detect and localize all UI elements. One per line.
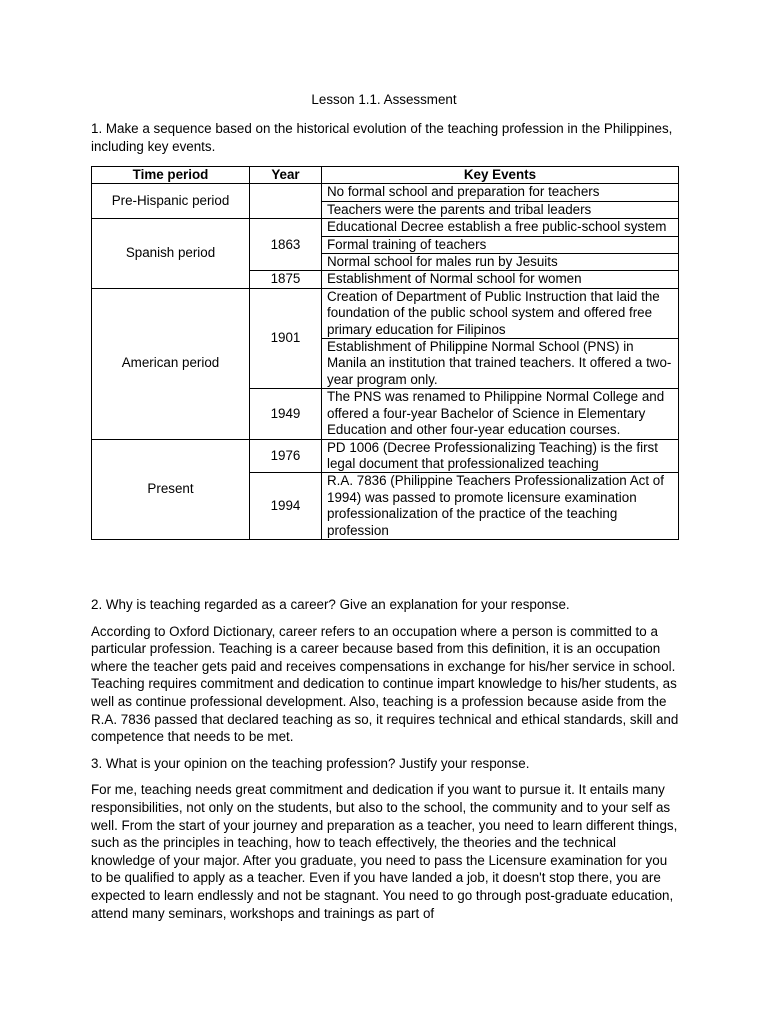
event-cell: Establishment of Normal school for women bbox=[322, 271, 679, 288]
period-cell: Pre-Hispanic period bbox=[92, 184, 250, 219]
year-cell: 1976 bbox=[250, 439, 322, 473]
event-cell: Normal school for males run by Jesuits bbox=[322, 254, 679, 271]
year-cell bbox=[250, 184, 322, 219]
header-key-events: Key Events bbox=[322, 167, 679, 184]
year-cell: 1863 bbox=[250, 219, 322, 271]
table-header-row bbox=[92, 167, 679, 184]
header-time-period: Time period bbox=[92, 167, 250, 184]
table-row bbox=[92, 439, 679, 473]
period-cell: American period bbox=[92, 288, 250, 439]
header-year: Year bbox=[250, 167, 322, 184]
event-cell: No formal school and preparation for teachers bbox=[322, 184, 679, 201]
event-cell: PD 1006 (Decree Professionalizing Teaching) is the first legal document that professionalized teaching bbox=[322, 439, 679, 473]
answer-3: For me, teaching needs great commitment and dedication if you want to pursue it. It entails many responsibilities, not only on the students, but also to the school, the community and to your self as well. From the start of your journey and preparation as a teacher, you need to learn different things, such as the principles in teaching, how to teach effectively, the theories and the technical knowledge of your major. After you graduate, you need to pass the Licensure examination for you to be qualified to apply as a teacher. Even if you have landed a job, it doesn't stop there, you are expected to learn endlessly and not be stagnant. You need to go through post-graduate education, attend many seminars, workshops and trainings as part of bbox=[91, 782, 678, 921]
period-cell: Present bbox=[92, 439, 250, 539]
year-cell: 1994 bbox=[250, 473, 322, 540]
period-cell: Spanish period bbox=[92, 219, 250, 289]
year-cell: 1901 bbox=[250, 288, 322, 388]
event-cell: Establishment of Philippine Normal School (PNS) in Manila an institution that trained teachers. It offered a two-year program only. bbox=[322, 339, 679, 389]
event-cell: R.A. 7836 (Philippine Teachers Professionalization Act of 1994) was passed to promote licensure examination professionalization of the practice of the teaching profession bbox=[322, 473, 679, 540]
table-row bbox=[92, 219, 679, 236]
event-cell: Formal training of teachers bbox=[322, 236, 679, 253]
event-cell: Teachers were the parents and tribal leaders bbox=[322, 201, 679, 218]
timeline-table bbox=[91, 166, 679, 540]
answer-2: According to Oxford Dictionary, career refers to an occupation where a person is committed to a particular profession. Teaching is a career because based from this definition, it is an occupation where the teacher gets paid and receives compensations in exchange for his/her service in school. Teaching requires commitment and dedication to continue impart knowledge to his/her students, as well as continue professional development. Also, teaching is a profession because aside from the R.A. 7836 passed that declared teaching as so, it requires technical and ethical standards, skill and competence that needs to be met. bbox=[91, 623, 679, 745]
answers-section bbox=[91, 596, 681, 931]
question-3: 3. What is your opinion on the teaching profession? Justify your response. bbox=[91, 755, 530, 771]
event-cell: Educational Decree establish a free public-school system bbox=[322, 219, 679, 236]
year-cell: 1875 bbox=[250, 271, 322, 288]
page-title: Lesson 1.1. Assessment bbox=[311, 92, 457, 107]
year-cell: 1949 bbox=[250, 389, 322, 439]
event-cell: Creation of Department of Public Instruction that laid the foundation of the public school system and offered free primary education for Filipinos bbox=[322, 288, 679, 338]
table-row bbox=[92, 184, 679, 201]
table-row bbox=[92, 288, 679, 338]
event-cell: The PNS was renamed to Philippine Normal College and offered a four-year Bachelor of Science in Elementary Education and other four-year education courses. bbox=[322, 389, 679, 439]
question-2: 2. Why is teaching regarded as a career? Give an explanation for your response. bbox=[91, 597, 570, 612]
question-1: 1. Make a sequence based on the historical evolution of the teaching profession in the Philippines, including key events. bbox=[91, 121, 673, 154]
